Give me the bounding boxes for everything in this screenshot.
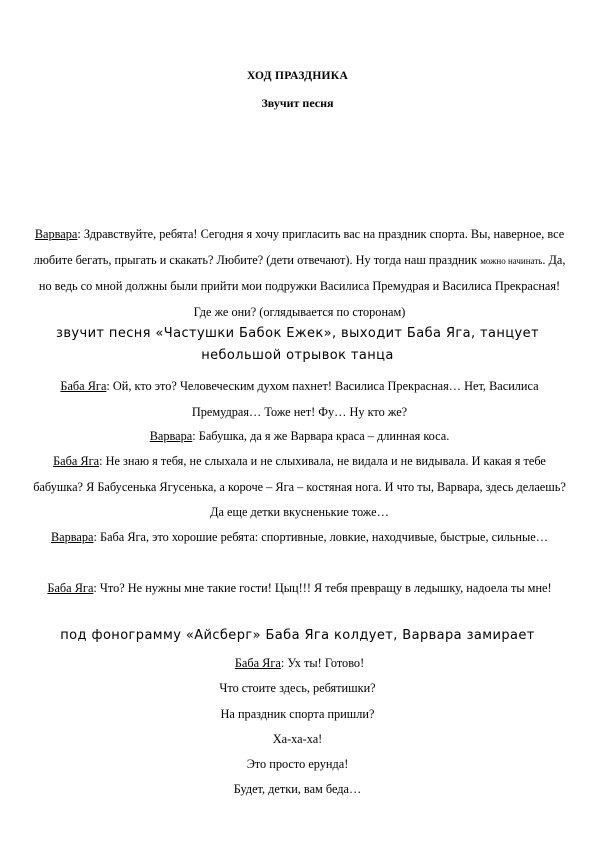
speaker-name: Баба Яга — [60, 379, 107, 393]
speaker-name: Варвара — [34, 227, 78, 241]
paragraph-text: : Ой, кто это? Человеческим духом пахнет! Василиса Прекрасная… Нет, Василиса Премудрая… Тоже нет! Фу… Ну кто же? — [106, 379, 539, 419]
paragraph-baba-yaga-2 — [32, 449, 567, 526]
paragraph-text: : Здравствуйте, ребята! Сегодня я хочу пригласить вас на праздник спорта. Вы, наверное, все любите бегать, прыгать и скакать? Любите? (дети отвечают). Ну тогда наш праздник — [33, 227, 565, 267]
verse-line: Что стоите здесь, ребятишки? — [219, 681, 376, 695]
verse-line: Будет, детки, вам беда… — [233, 782, 362, 796]
speaker-name: Варвара — [50, 530, 94, 544]
paragraph-baba-yaga-3 — [32, 576, 567, 602]
paragraph-varvara-2 — [32, 424, 567, 450]
paragraph-varvara-3 — [32, 525, 567, 551]
paragraph-text: : Бабушка, да я же Варвара краса – длинная коса. — [192, 429, 450, 443]
paragraph-text: : Не знаю я тебя, не слыхала и не слыхивала, не видала и не видывала. И какая я тебе бабушка? Я Бабусенька Ягусенька, а короче – Яга – костяная нога. И что ты, Варвара, здесь делаешь? Да еще детки вкусненькие тоже… — [33, 454, 566, 519]
speaker-name: Баба Яга — [47, 581, 94, 595]
document-subtitle: Звучит песня — [261, 96, 334, 110]
paragraph-baba-yaga-1 — [32, 374, 567, 425]
stage-direction: под фонограмму «Айсберг» Баба Яга колдует, Варвара замирает — [60, 628, 535, 643]
paragraph-text: : Ух ты! Готово! — [280, 656, 365, 670]
paragraph-baba-yaga-4 — [32, 651, 567, 677]
paragraph-text: . Да, но ведь со мной должны были прийти мои подружки Василиса Премудрая и Василиса Прекрасная! Где же они? (оглядывается по сторонам) — [38, 252, 566, 319]
paragraph-text: : Баба Яга, это хорошие ребята: спортивные, ловкие, находчивые, быстрые, сильные… — [93, 530, 549, 544]
verse-line: На праздник спорта пришли? — [220, 707, 375, 721]
document-title: ХОД ПРАЗДНИКА — [246, 70, 349, 82]
speaker-name: Варвара — [149, 429, 193, 443]
verse-line: Это просто ерунда! — [246, 757, 349, 771]
speaker-name: Баба Яга — [53, 454, 100, 468]
verse-line: Ха-ха-ха! — [272, 732, 323, 746]
speaker-name: Баба Яга — [234, 656, 281, 670]
paragraph-text: : Что? Не нужны мне такие гости! Цыц!!! Я тебя превращу в ледышку, надоела ты мне! — [93, 581, 552, 595]
paragraph-text-small: можно начинать — [480, 255, 543, 266]
stage-direction: звучит песня «Частушки Бабок Ежек», выходит Баба Яга, танцует небольшой отрывок танца — [56, 326, 539, 363]
paragraph-varvara-intro — [32, 222, 567, 325]
